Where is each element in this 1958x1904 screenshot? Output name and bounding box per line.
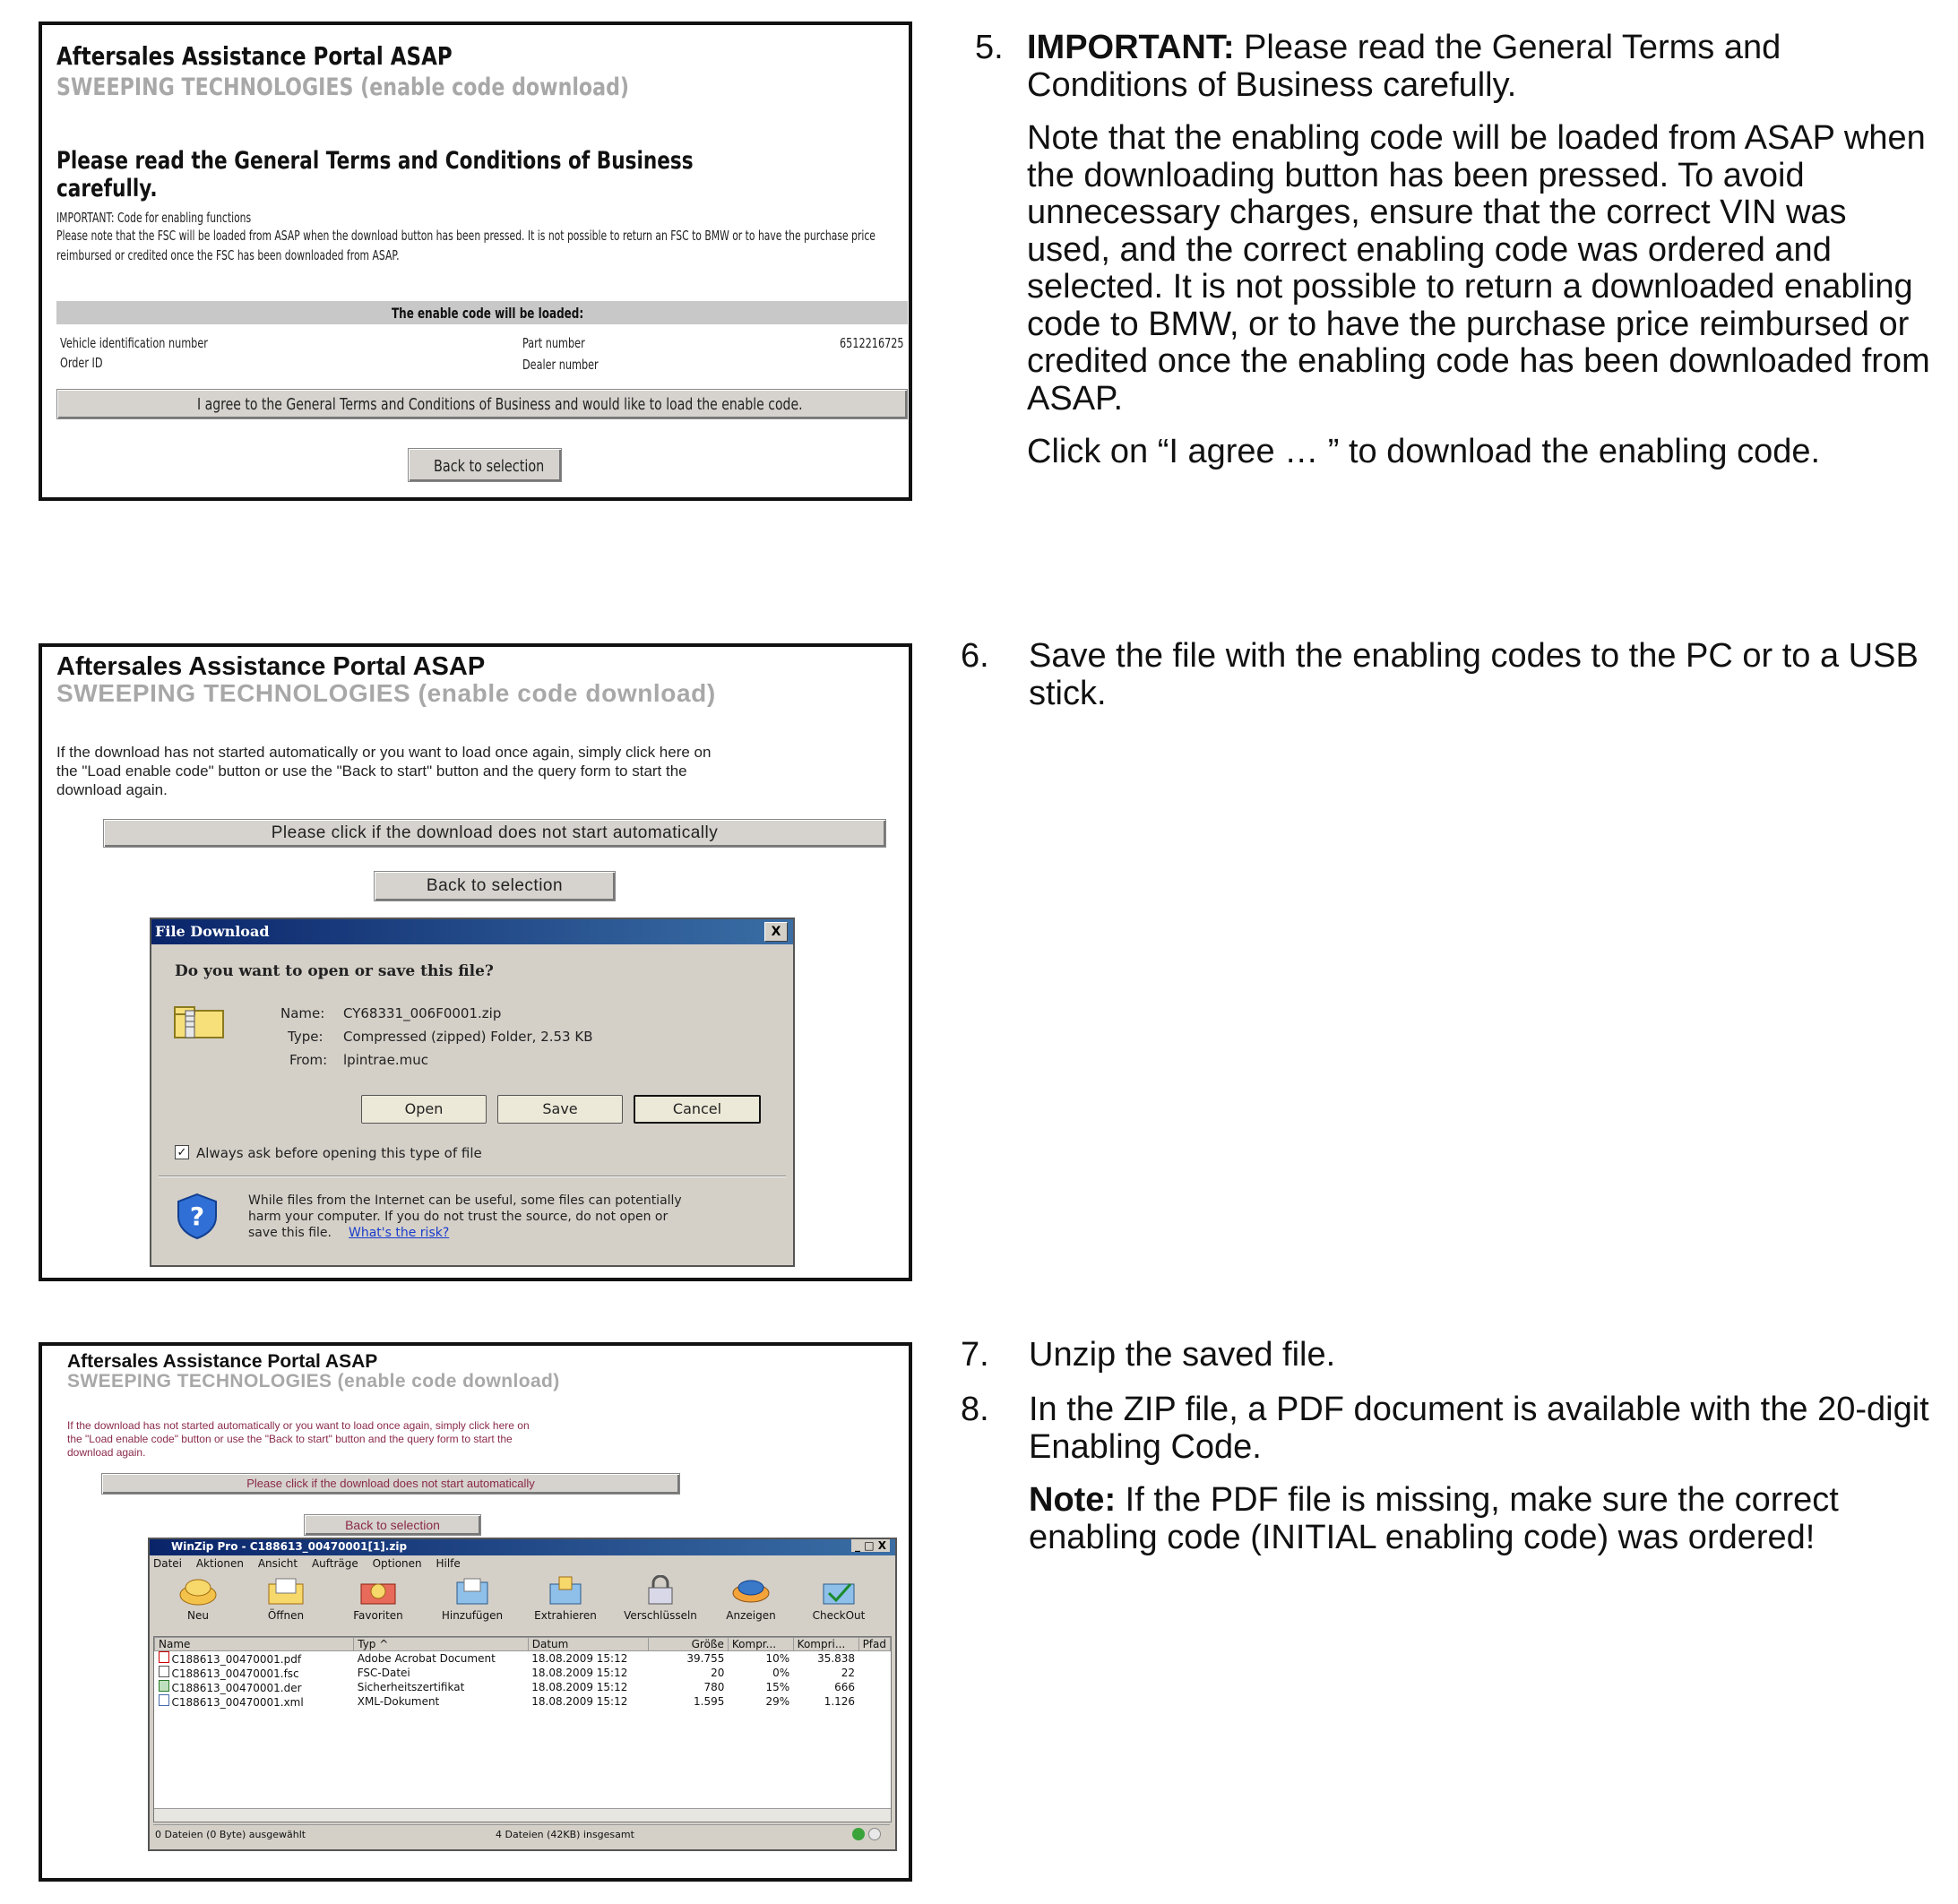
portal-subtitle: SWEEPING TECHNOLOGIES (enable code download) bbox=[67, 1371, 560, 1391]
file-ratio: 10% bbox=[765, 1652, 790, 1665]
toolbar-new-label: Neu bbox=[187, 1609, 209, 1622]
step-5-paragraph-3: Click on “I agree … ” to download the enabling code. bbox=[1027, 433, 1821, 470]
pdf-file-icon bbox=[159, 1651, 169, 1663]
step-8-note bbox=[1029, 1482, 1934, 1556]
menu-ansicht[interactable]: Ansicht bbox=[257, 1557, 298, 1570]
step-6 bbox=[961, 637, 1934, 712]
file-name bbox=[155, 1651, 354, 1667]
step-8-note-text: If the PDF file is missing, make sure the correct enabling code (INITIAL enabling code) was ordered! bbox=[1029, 1481, 1839, 1556]
important-line: IMPORTANT: Code for enabling functions bbox=[56, 210, 252, 226]
favorites-icon bbox=[356, 1575, 401, 1607]
dialog-title: File Download bbox=[155, 923, 270, 940]
menu-auftraege[interactable]: Aufträge bbox=[311, 1557, 358, 1570]
step-5-paragraph-2: Note that the enabling code will be loaded from ASAP when the downloading button has been pressed. To avoid unnecessary charges, ensure that the correct VIN was used, and the correct enabling code was ordered and selected. It is not possible to return a downloaded enabling code to BMW, or to have the purchase price reimbursed or credited once the enabling code has been downloaded from ASAP. bbox=[1027, 119, 1930, 418]
warning-line2: harm your computer. If you do not trust the source, do not open or bbox=[248, 1210, 668, 1224]
status-left: 0 Dateien (0 Byte) ausgewählt bbox=[155, 1829, 306, 1840]
file-packed: 1.126 bbox=[824, 1695, 856, 1708]
file-name bbox=[155, 1666, 354, 1680]
file-packed: 666 bbox=[834, 1681, 856, 1693]
file-ratio: 29% bbox=[765, 1695, 790, 1708]
agree-load-button[interactable] bbox=[56, 389, 908, 419]
toolbar-add-label: Hinzufügen bbox=[441, 1609, 504, 1622]
file-type: Adobe Acrobat Document bbox=[357, 1652, 496, 1665]
agree-load-button-label: I agree to the General Terms and Conditions of Business and would like to load the enable code. bbox=[197, 395, 803, 414]
status-idle-icon bbox=[868, 1828, 881, 1840]
winzip-titlebar bbox=[150, 1539, 895, 1555]
file-date: 18.08.2009 15:12 bbox=[531, 1681, 628, 1693]
step-8-note-label: Note: bbox=[1029, 1481, 1117, 1519]
step-8 bbox=[961, 1391, 1934, 1556]
xml-file-icon bbox=[159, 1694, 169, 1706]
col-type[interactable]: Typ ^ bbox=[354, 1638, 529, 1651]
col-name[interactable]: Name bbox=[155, 1638, 354, 1651]
toolbar-encrypt-label: Verschlüsseln bbox=[624, 1609, 697, 1622]
add-icon bbox=[450, 1575, 495, 1607]
info-line2: the "Load enable code" button or use the "Back to start" button and the query form to start the bbox=[56, 762, 687, 780]
menu-optionen[interactable]: Optionen bbox=[372, 1557, 422, 1570]
col-path[interactable]: Pfad bbox=[858, 1638, 890, 1651]
toolbar-open-button[interactable] bbox=[250, 1575, 322, 1622]
always-ask-checkbox[interactable]: ✓ bbox=[175, 1145, 189, 1159]
toolbar-checkout-button[interactable] bbox=[798, 1575, 879, 1622]
part-number-label: Part number bbox=[522, 335, 585, 351]
retry-download-button[interactable]: Please click if the download does not start automatically bbox=[101, 1473, 680, 1495]
panel-terms-screenshot bbox=[39, 22, 912, 501]
winzip-title: WinZip Pro - C188613_00470001[1].zip bbox=[171, 1540, 408, 1553]
enable-code-bar bbox=[56, 301, 908, 324]
retry-download-button[interactable]: Please click if the download does not start automatically bbox=[103, 819, 886, 848]
file-list-panel bbox=[153, 1636, 892, 1822]
toolbar-favorites-label: Favoriten bbox=[353, 1609, 403, 1622]
step-5-number: 5. bbox=[975, 29, 1004, 66]
status-right: 4 Dateien (42KB) insgesamt bbox=[496, 1829, 634, 1840]
col-size[interactable]: Größe bbox=[649, 1638, 728, 1651]
file-size: 39.755 bbox=[686, 1652, 725, 1665]
panel-download-screenshot bbox=[39, 643, 912, 1281]
fsc-file-icon bbox=[159, 1666, 169, 1677]
file-download-dialog bbox=[150, 918, 795, 1267]
dialog-titlebar bbox=[151, 919, 793, 944]
encrypt-lock-icon bbox=[638, 1575, 683, 1607]
toolbar-open-label: Öffnen bbox=[267, 1609, 305, 1622]
portal-subtitle: SWEEPING TECHNOLOGIES (enable code download) bbox=[56, 73, 630, 101]
portal-subtitle: SWEEPING TECHNOLOGIES (enable code download) bbox=[56, 679, 716, 707]
file-list-table bbox=[154, 1637, 891, 1709]
panel-unzip-screenshot bbox=[39, 1342, 912, 1882]
dialog-divider bbox=[159, 1176, 786, 1177]
step-8-text: In the ZIP file, a PDF document is available with the 20-digit Enabling Code. bbox=[1029, 1391, 1929, 1466]
enable-code-bar-label: The enable code will be loaded: bbox=[392, 305, 584, 322]
info-line2: the "Load enable code" button or use the "Back to start" button and the query form to start the bbox=[67, 1433, 513, 1445]
file-name-text: C188613_00470001.pdf bbox=[171, 1653, 302, 1666]
toolbar-favorites-button[interactable] bbox=[340, 1575, 417, 1622]
extract-icon bbox=[543, 1575, 588, 1607]
toolbar-checkout-label: CheckOut bbox=[812, 1609, 866, 1622]
winzip-menubar bbox=[153, 1557, 461, 1570]
portal-title: Aftersales Assistance Portal ASAP bbox=[67, 1351, 378, 1372]
step-6-number: 6. bbox=[961, 637, 989, 675]
file-size: 20 bbox=[711, 1667, 725, 1679]
file-size: 780 bbox=[703, 1681, 725, 1693]
table-row[interactable] bbox=[155, 1694, 891, 1709]
info-line1: If the download has not started automatically or you want to load once again, simply click here on bbox=[67, 1419, 530, 1432]
svg-text:?: ? bbox=[189, 1202, 205, 1231]
col-date[interactable]: Datum bbox=[528, 1638, 649, 1651]
checkout-icon bbox=[816, 1575, 861, 1607]
fsc-note-line2: reimbursed or credited once the FSC has been downloaded from ASAP. bbox=[56, 247, 400, 263]
file-type: Sicherheitszertifikat bbox=[357, 1681, 465, 1693]
step-5-heading-text: Please read the General Terms and Conditions of Business carefully. bbox=[1027, 29, 1781, 104]
save-button[interactable]: Save bbox=[497, 1095, 623, 1124]
portal-title: Aftersales Assistance Portal ASAP bbox=[56, 41, 453, 71]
file-ratio: 0% bbox=[772, 1667, 790, 1679]
toolbar-view-label: Anzeigen bbox=[726, 1609, 776, 1622]
warning-line1: While files from the Internet can be useful, some files can potentially bbox=[248, 1193, 682, 1208]
from-value: lpintrae.muc bbox=[343, 1052, 428, 1068]
file-name-text: C188613_00470001.der bbox=[171, 1682, 302, 1694]
file-ratio: 15% bbox=[765, 1681, 790, 1693]
file-name bbox=[155, 1680, 354, 1694]
back-to-selection-button[interactable]: Back to selection bbox=[374, 871, 616, 901]
file-type: XML-Dokument bbox=[357, 1695, 440, 1708]
certificate-file-icon bbox=[159, 1680, 169, 1692]
new-icon bbox=[176, 1575, 220, 1607]
toolbar-view-button[interactable] bbox=[712, 1575, 789, 1622]
back-to-selection-label: Back to selection bbox=[434, 457, 545, 476]
step-5 bbox=[975, 29, 1932, 471]
back-to-selection-button[interactable]: Back to selection bbox=[304, 1514, 481, 1536]
file-name-text: C188613_00470001.fsc bbox=[171, 1667, 299, 1680]
info-line3: download again. bbox=[56, 781, 168, 798]
type-label: Type: bbox=[288, 1029, 323, 1045]
step-7-text: Unzip the saved file. bbox=[1029, 1336, 1336, 1374]
file-name bbox=[155, 1694, 354, 1709]
file-packed: 22 bbox=[841, 1667, 856, 1679]
step-7-number: 7. bbox=[961, 1336, 989, 1374]
toolbar-extract-label: Extrahieren bbox=[534, 1609, 597, 1622]
name-value: CY68331_006F0001.zip bbox=[343, 1005, 502, 1021]
step-6-text: Save the file with the enabling codes to the PC or to a USB stick. bbox=[1029, 637, 1919, 712]
open-folder-icon bbox=[263, 1575, 308, 1607]
order-id-label: Order ID bbox=[60, 355, 103, 371]
file-type: FSC-Datei bbox=[357, 1667, 410, 1679]
winzip-window bbox=[148, 1538, 897, 1851]
col-packed[interactable]: Kompri... bbox=[793, 1638, 858, 1651]
info-line1: If the download has not started automatically or you want to load once again, simply click here on bbox=[56, 744, 712, 761]
vin-label: Vehicle identification number bbox=[60, 335, 208, 351]
dialog-close-button[interactable]: X bbox=[764, 922, 788, 942]
portal-title: Aftersales Assistance Portal ASAP bbox=[56, 652, 486, 681]
type-value: Compressed (zipped) Folder, 2.53 KB bbox=[343, 1029, 593, 1045]
view-icon bbox=[729, 1575, 773, 1607]
shield-question-icon bbox=[173, 1192, 221, 1240]
part-number-value: 6512216725 bbox=[840, 335, 904, 351]
toolbar-add-button[interactable] bbox=[431, 1575, 513, 1622]
file-name-text: C188613_00470001.xml bbox=[171, 1696, 304, 1709]
col-ratio[interactable]: Kompr... bbox=[728, 1638, 793, 1651]
step-5-important: IMPORTANT: bbox=[1027, 29, 1235, 66]
zip-folder-icon bbox=[173, 1005, 225, 1039]
status-ok-icon bbox=[852, 1828, 865, 1840]
info-line3: download again. bbox=[67, 1446, 146, 1459]
column-header-row bbox=[155, 1638, 891, 1651]
from-label: From: bbox=[289, 1052, 328, 1068]
cancel-button[interactable]: Cancel bbox=[634, 1095, 761, 1124]
file-size: 1.595 bbox=[694, 1695, 725, 1708]
step-7 bbox=[961, 1336, 1934, 1374]
file-date: 18.08.2009 15:12 bbox=[531, 1652, 628, 1665]
terms-heading: Please read the General Terms and Conditions of Business carefully. bbox=[56, 147, 694, 202]
file-date: 18.08.2009 15:12 bbox=[531, 1695, 628, 1708]
warning-line3: save this file. bbox=[248, 1226, 332, 1240]
always-ask-label: Always ask before opening this type of file bbox=[196, 1145, 482, 1161]
menu-hilfe[interactable]: Hilfe bbox=[436, 1557, 461, 1570]
window-controls[interactable]: _ □ X bbox=[851, 1539, 890, 1552]
horizontal-scrollbar[interactable] bbox=[154, 1808, 891, 1822]
fsc-note-line1: Please note that the FSC will be loaded from ASAP when the download button has been pressed. It is not possible to return an FSC to BMW or to have the purchase price bbox=[56, 228, 875, 244]
file-date: 18.08.2009 15:12 bbox=[531, 1667, 628, 1679]
menu-datei[interactable]: Datei bbox=[153, 1557, 183, 1570]
whats-the-risk-link[interactable]: What's the risk? bbox=[349, 1226, 450, 1240]
step-5-heading bbox=[1027, 30, 1932, 104]
table-row[interactable] bbox=[155, 1666, 891, 1680]
open-button[interactable]: Open bbox=[361, 1095, 487, 1124]
file-packed: 35.838 bbox=[817, 1652, 856, 1665]
toolbar-encrypt-button[interactable] bbox=[614, 1575, 707, 1622]
back-to-selection-button[interactable] bbox=[408, 448, 562, 482]
dialog-question: Do you want to open or save this file? bbox=[175, 962, 494, 980]
menu-aktionen[interactable]: Aktionen bbox=[195, 1557, 244, 1570]
toolbar-extract-button[interactable] bbox=[522, 1575, 608, 1622]
status-bar bbox=[153, 1824, 890, 1845]
step-8-number: 8. bbox=[961, 1391, 989, 1428]
table-row[interactable] bbox=[155, 1680, 891, 1694]
dealer-number-label: Dealer number bbox=[522, 357, 599, 373]
toolbar-new-button[interactable] bbox=[162, 1575, 234, 1622]
table-row[interactable] bbox=[155, 1651, 891, 1667]
name-label: Name: bbox=[280, 1005, 325, 1021]
